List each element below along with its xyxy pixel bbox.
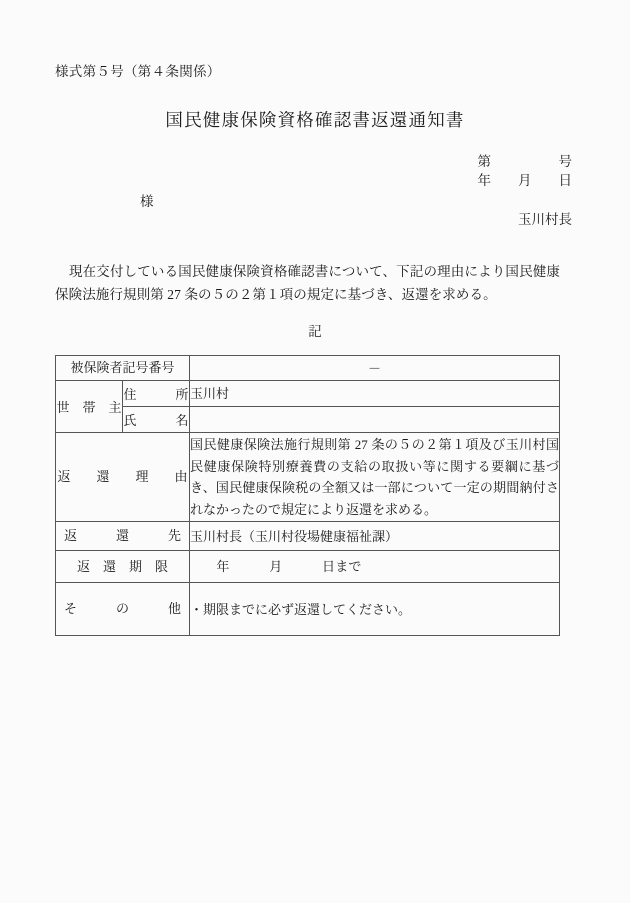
label-householder-address: 住 所 <box>123 381 190 407</box>
label-deadline: 返 還 期 限 <box>56 551 190 583</box>
label-householder: 世 帯 主 <box>56 381 123 433</box>
ki-marker: 記 <box>308 324 322 339</box>
table-row-deadline <box>56 551 560 583</box>
deadline-text: 年 月 日まで <box>190 559 362 574</box>
value-deadline[interactable] <box>190 551 560 583</box>
table-row-reason <box>56 433 560 522</box>
issuer-name: 玉川村長 <box>518 212 572 227</box>
notice-number: 第 号 <box>477 154 572 169</box>
notice-meta-block <box>478 152 573 190</box>
label-insured-number: 被保険者記号番号 <box>56 356 190 381</box>
body-paragraph: 現在交付している国民健康保険資格確認書について、下記の理由により国民健康保険法施行規則第 27 条の５の２第１項の規定に基づき、返還を求める。 <box>55 264 560 302</box>
label-householder-name: 氏 名 <box>123 407 190 433</box>
table-row-insured-number <box>56 356 560 381</box>
label-other: そ の 他 <box>56 583 190 636</box>
value-other[interactable]: ・期限までに必ず返還してください。 <box>190 583 560 636</box>
form-number: 様式第５号（第４条関係） <box>55 64 221 79</box>
value-insured-number[interactable]: － <box>190 356 560 381</box>
table-row-return-to <box>56 522 560 551</box>
value-householder-name[interactable] <box>190 407 560 433</box>
table-row-other <box>56 583 560 636</box>
notice-date: 年 月 日 <box>477 173 572 188</box>
return-notice-table <box>55 355 560 636</box>
addressee-suffix: 様 <box>140 194 154 209</box>
value-reason[interactable]: 国民健康保険法施行規則第 27 条の５の２第１項及び玉川村国民健康保険特別療養費の支給の取扱い等に関する要綱に基づき、国民健康保険税の全額又は一部について一定の期間納付されなかったので規定により返還を求める。 <box>190 433 560 522</box>
table-row-householder-address <box>56 381 560 407</box>
label-return-to: 返 還 先 <box>56 522 190 551</box>
table-row-householder-name <box>56 407 560 433</box>
value-householder-address[interactable]: 玉川村 <box>190 381 560 407</box>
page-title: 国民健康保険資格確認書返還通知書 <box>165 110 465 130</box>
value-return-to[interactable]: 玉川村長（玉川村役場健康福祉課） <box>190 522 560 551</box>
label-reason: 返 還 理 由 <box>56 433 190 522</box>
